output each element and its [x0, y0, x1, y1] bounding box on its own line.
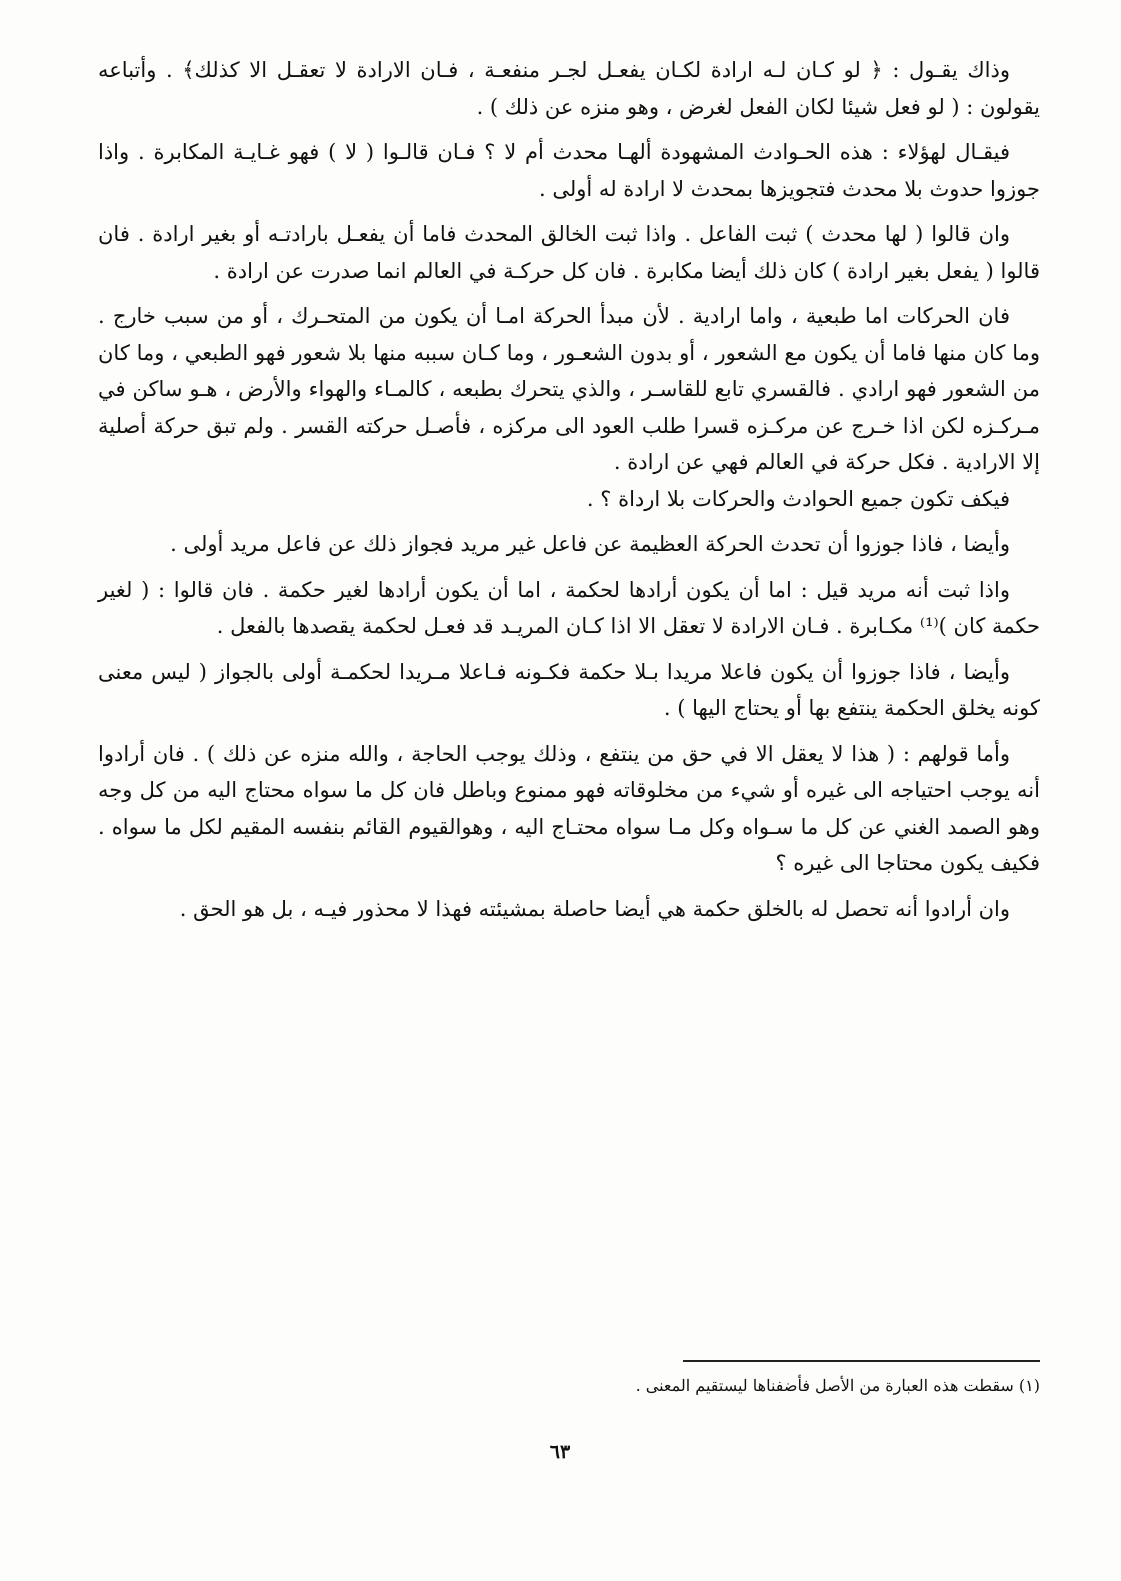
page-number: ٦٣: [549, 1441, 571, 1463]
paragraph-2: فيقـال لهؤلاء : هذه الحـوادث المشهودة ألهـا محدث أم لا ؟ فـان قالـوا ( لا ) فهو غـايـة المكابرة . واذا جوزوا حدوث بلا محدث فتجويزها بمحدث لا ارادة له أولى .: [98, 140, 1040, 201]
paragraph-1: وذاك يقـول : ﴿ لو كـان لـه ارادة لكـان يفعـل لجـر منفعـة ، فـان الارادة لا تعقـل الا كذلك﴾ . وأتباعه يقولون : ( لو فعل شيئا لكان الفعل لغرض ، وهو منزه عن ذلك ) .: [98, 58, 1040, 119]
paragraph-6: وأيضا ، فاذا جوزوا أن تحدث الحركة العظيمة عن فاعل غير مريد فجواز ذلك عن فاعل مريد أولى .: [170, 532, 1010, 556]
paragraph-4: فان الحركات اما طبعية ، واما ارادية . لأن مبدأ الحركة امـا أن يكون من المتحـرك ، أو من سبب خارج . وما كان منها فاما أن يكون مع الشعور ، أو بدون الشعـور ، وما كـان سببه منها بلا شعور فهو الطبعي ، وما كان من الشعور فهو ارادي . فالقسري تابع للقاسـر ، والذي يتحرك بطبعه ، كالمـاء والهواء والأرض ، هـو ساكن في مـركـزه لكن اذا خـرج عن مركـزه قسرا طلب العود الى مركزه ، فأصـل حركته القسر . ولم تبق حركة أصلية إلا الارادية . فكل حركة في العالم فهي عن ارادة .: [98, 304, 1040, 474]
paragraph-5: فيكف تكون جميع الحوادث والحركات بلا ارداة ؟ .: [586, 486, 1010, 511]
paragraph-8: وأيضا ، فاذا جوزوا أن يكون فاعلا مريدا بـلا حكمة فكـونه فـاعلا مـريدا لحكمـة أولى بالجواز ( ليس معنى كونه يخلق الحكمة ينتفع بها أو يحتاج اليها ) .: [98, 659, 1040, 720]
footnote-divider: [683, 1360, 1040, 1362]
paragraph-7: واذا ثبت أنه مريد قيل : اما أن يكون أرادها لحكمة ، اما أن يكون أرادها لغير حكمة . فان قالوا : ( لغير حكمة كان )⁽¹⁾ مكـابرة . فـان الارادة لا تعقل الا اذا كـان المريـد قد فعـل لحكمة يقصدها بالفعل .: [98, 577, 1040, 638]
paragraph-9: وأما قولهم : ( هذا لا يعقل الا في حق من ينتفع ، وذلك يوجب الحاجة ، والله منزه عن ذلك ) . فان أرادوا أنه يوجب احتياجه الى غيره أو شيء من مخلوقاته فهو ممنوع وباطل فان كل ما سواه محتاج اليه من كل وجه وهو الصمد الغني عن كل ما سـواه وكل مـا سواه محتـاج اليه ، وهوالقيوم القائم بنفسه المقيم لكل ما سواه . فكيف يكون محتاجا الى غيره ؟: [98, 741, 1040, 875]
paragraph-3: وان قالوا ( لها محدث ) ثبت الفاعل . واذا ثبت الخالق المحدث فاما أن يفعـل بارادتـه أو بغير ارادة . فان قالوا ( يفعل بغير ارادة ) كان ذلك أيضا مكابرة . فان كل حركـة في العالم انما صدرت عن ارادة .: [98, 222, 1040, 283]
body-text: [98, 52, 1040, 936]
footnote: (١) سقطت هذه العبارة من الأصل فأضفناها ليستقيم المعنى .: [635, 1376, 1040, 1395]
paragraph-10: وان أرادوا أنه تحصل له بالخلق حكمة هي أيضا حاصلة بمشيئته فهذا لا محذور فيـه ، بل هو الحق .: [179, 896, 1010, 921]
